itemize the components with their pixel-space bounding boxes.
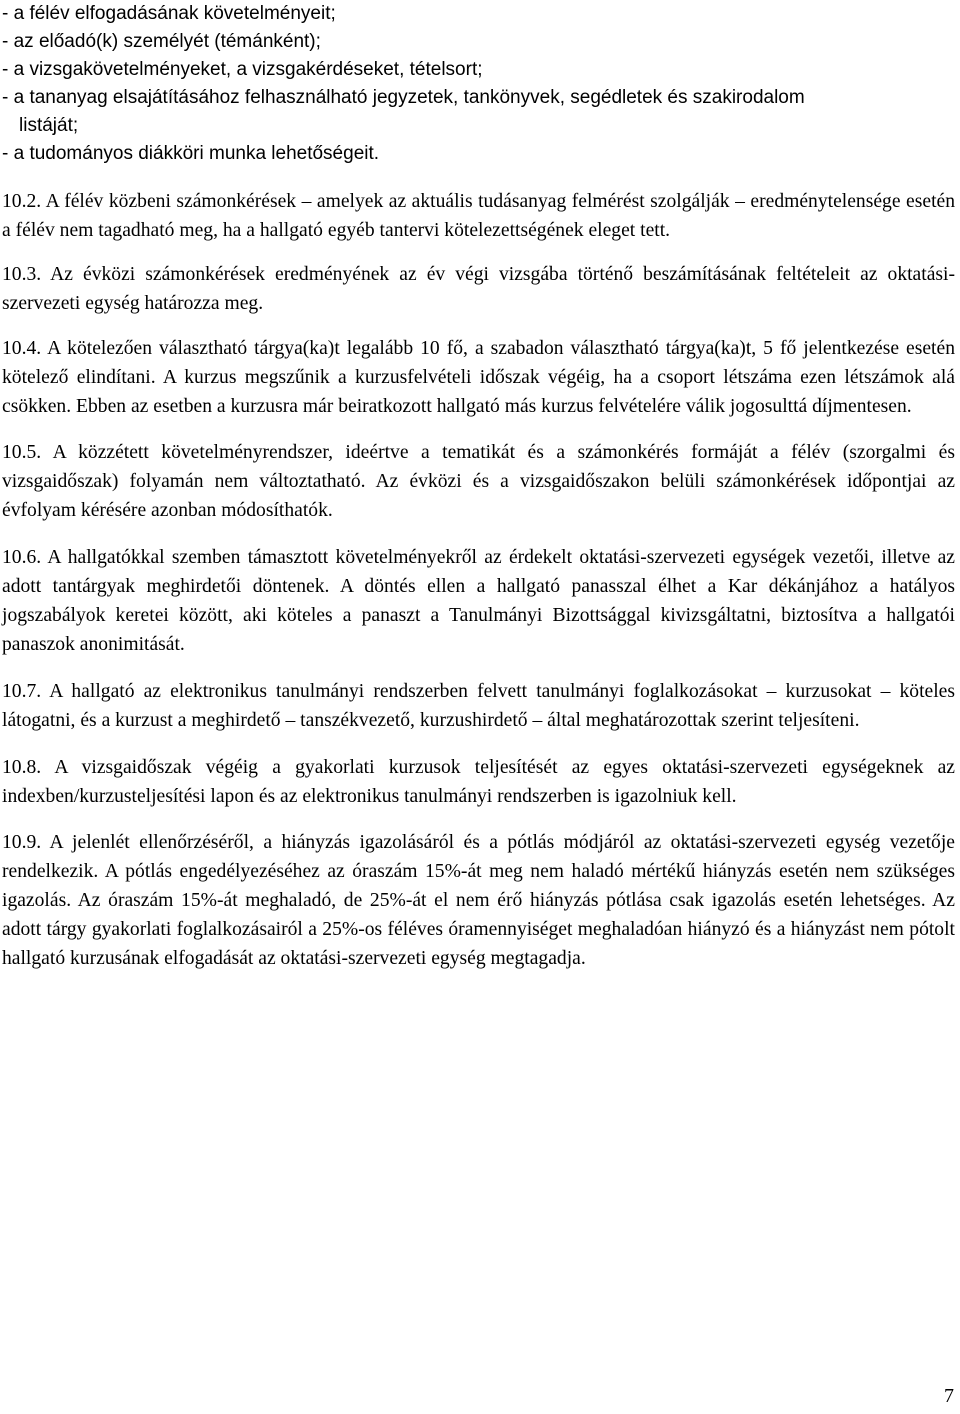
paragraph-10-6	[2, 543, 955, 659]
list-item: - a tudományos diákköri munka lehetőségeit.	[2, 143, 380, 164]
paragraph-10-7	[2, 677, 955, 735]
paragraph-text: A félév közbeni számonkérések – amelyek az aktuális tudásanyag felmérést szolgálják – eredménytelensége esetén a félév nem tagadható meg, ha a hallgató egyéb tantervi kötelezettségének eleget tett.	[2, 191, 956, 241]
paragraph-text: A hallgató az elektronikus tanulmányi rendszerben felvett tanulmányi foglalkozásokat – kurzusokat – köteles látogatni, és a kurzust a meghirdető – tanszékvezető, kurzushirdető – által meghatározottak szerint teljesíteni.	[2, 681, 955, 731]
page-number: 7	[944, 1385, 954, 1407]
paragraph-number: 10.7.	[2, 681, 42, 702]
document-page	[2, 0, 955, 973]
paragraph-10-4	[2, 334, 955, 421]
list-item: - a félév elfogadásának követelményeit;	[2, 3, 336, 24]
list-item: - a vizsgakövetelményeket, a vizsgakérdéseket, tételsort;	[2, 59, 483, 80]
paragraph-text: A kötelezően választható tárgya(ka)t legalább 10 fő, a szabadon választható tárgya(ka)t, 5 fő jelentkezése esetén kötelező elindítani. A kurzus megszűnik a kurzusfelvételi időszak végéig, ha a csoport létszáma ezen létszámok alá csökken. Ebben az esetben a kurzusra már beiratkozott hallgató más kurzus felvételére válik jogosulttá díjmentesen.	[2, 338, 955, 417]
paragraph-text: Az évközi számonkérések eredményének az év végi vizsgába történő beszámításának feltételeit az oktatási-szervezeti egység határozza meg.	[2, 264, 955, 314]
requirements-list	[2, 0, 955, 168]
paragraph-number: 10.5.	[2, 442, 42, 463]
list-item: - az előadó(k) személyét (témánként);	[2, 31, 321, 52]
paragraph-10-8	[2, 753, 955, 811]
paragraph-number: 10.9.	[2, 832, 42, 853]
paragraph-text: A vizsgaidőszak végéig a gyakorlati kurzusok teljesítését az egyes oktatási-szervezeti egységeknek az indexben/kurzusteljesítési lapon és az elektronikus tanulmányi rendszerben is igazolniuk kell.	[2, 757, 955, 807]
paragraph-10-2	[2, 187, 955, 245]
paragraph-number: 10.4.	[2, 338, 42, 359]
list-item-continuation: listáját;	[19, 115, 79, 136]
paragraph-text: A közzétett követelményrendszer, ideértve a tematikát és a számonkérés formáját a félév (szorgalmi és vizsgaidőszak) folyamán nem változtatható. Az évközi és a vizsgaidőszakon belüli számonkérések időpontjai az évfolyam kérésére azonban módosíthatók.	[2, 442, 955, 521]
paragraph-text: A hallgatókkal szemben támasztott követelményekről az érdekelt oktatási-szervezeti egységek vezetői, illetve az adott tantárgyak meghirdetői döntenek. A döntés ellen a hallgató panasszal élhet a Kar dékánjához a hatályos jogszabályok keretei között, aki köteles a panaszt a Tanulmányi Bizottsággal kivizsgáltatni, biztosítva a hallgatói panaszok anonimitását.	[2, 547, 955, 655]
paragraph-number: 10.8.	[2, 757, 42, 778]
paragraph-number: 10.3.	[2, 264, 42, 285]
paragraph-10-9	[2, 828, 955, 973]
paragraph-10-5	[2, 438, 955, 525]
paragraph-number: 10.6.	[2, 547, 42, 568]
paragraph-10-3	[2, 260, 955, 318]
paragraph-number: 10.2.	[2, 191, 42, 212]
list-item: - a tananyag elsajátításához felhasználható jegyzetek, tankönyvek, segédletek és szakirodalom	[2, 87, 805, 108]
paragraph-text: A jelenlét ellenőrzéséről, a hiányzás igazolásáról és a pótlás módjáról az oktatási-szervezeti egység vezetője rendelkezik. A pótlás engedélyezéséhez az óraszám 15%-át meg nem haladó mértékű hiányzás esetén nem szükséges igazolás. Az óraszám 15%-át meghaladó, de 25%-át el nem érő hiányzás pótlása csak igazolás esetén lehetséges. Az adott tárgy gyakorlati foglalkozásairól a 25%-os féléves óramennyiséget meghaladóan hiányzó és a hiányzást nem pótolt hallgató kurzusának elfogadását az oktatási-szervezeti egység megtagadja.	[2, 832, 955, 969]
